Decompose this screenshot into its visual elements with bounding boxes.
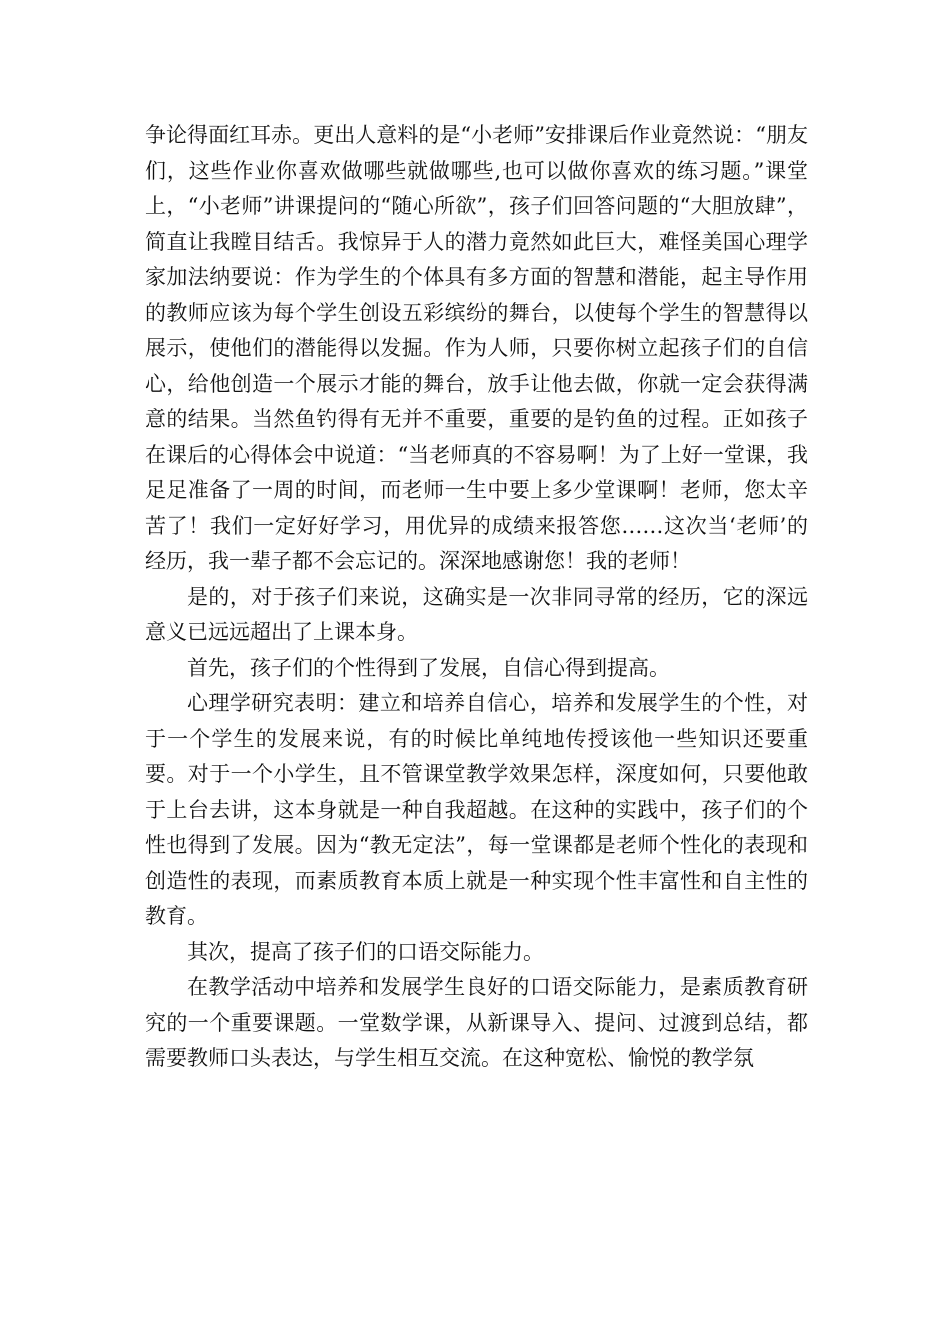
- paragraph-6: 在教学活动中培养和发展学生良好的口语交际能力，是素质教育研究的一个重要课题。一堂数学课，从新课导入、提问、过渡到总结，都需要教师口头表达，与学生相互交流。在这种宽松、愉悦的教学氛: [145, 975, 808, 1070]
- document-page: [145, 118, 808, 1077]
- paragraph-5: 其次，提高了孩子们的口语交际能力。: [187, 939, 544, 964]
- paragraph-2: 是的，对于孩子们来说，这确实是一次非同寻常的经历，它的深远意义已远远超出了上课本身。: [145, 584, 808, 644]
- paragraph-3: 首先，孩子们的个性得到了发展，自信心得到提高。: [187, 655, 670, 680]
- paragraph-1: 争论得面红耳赤。更出人意料的是“小老师”安排课后作业竟然说：“朋友们，这些作业你喜欢做哪些就做哪些,也可以做你喜欢的练习题。”课堂上，“小老师”讲课提问的“随心所欲”，孩子们回答问题的“大胆放肆”，简直让我瞠目结舌。我惊异于人的潜力竟然如此巨大，难怪美国心理学家加法纳要说：作为学生的个体具有多方面的智慧和潜能，起主导作用的教师应该为每个学生创设五彩缤纷的舞台，以使每个学生的智慧得以展示，使他们的潜能得以发掘。作为人师，只要你树立起孩子们的自信心，给他创造一个展示才能的舞台，放手让他去做，你就一定会获得满意的结果。当然鱼钓得有无并不重要，重要的是钓鱼的过程。正如孩子在课后的心得体会中说道：“当老师真的不容易啊！为了上好一堂课，我足足准备了一周的时间，而老师一生中要上多少堂课啊！老师，您太辛苦了！我们一定好好学习，用优异的成绩来报答您……这次当‘老师’的经历，我一辈子都不会忘记的。深深地感谢您！我的老师！: [145, 123, 808, 573]
- paragraph-4: 心理学研究表明：建立和培养自信心，培养和发展学生的个性，对于一个学生的发展来说，有的时候比单纯地传授该他一些知识还要重要。对于一个小学生，且不管课堂教学效果怎样，深度如何，只要他敢于上台去讲，这本身就是一种自我超越。在这种的实践中，孩子们的个性也得到了发展。因为“教无定法”，每一堂课都是老师个性化的表现和创造性的表现，而素质教育本质上就是一种实现个性丰富性和自主性的教育。: [145, 691, 808, 928]
